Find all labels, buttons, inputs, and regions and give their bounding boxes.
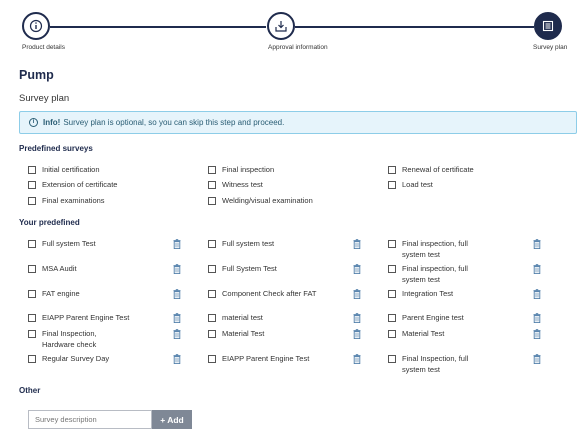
custom-survey-checkbox[interactable] xyxy=(28,354,138,364)
trash-icon[interactable] xyxy=(353,289,361,299)
checkbox-label: Material Test xyxy=(222,328,265,338)
custom-survey-checkbox[interactable] xyxy=(388,354,488,375)
checkbox[interactable] xyxy=(208,197,216,205)
checkbox[interactable] xyxy=(388,265,396,273)
checkbox-label: FAT engine xyxy=(42,288,80,298)
info-bold: Info! xyxy=(43,118,61,127)
add-button[interactable]: + Add xyxy=(152,410,192,429)
checkbox-label: material test xyxy=(222,312,263,322)
checkbox[interactable] xyxy=(208,181,216,189)
checkbox-label: Full system Test xyxy=(42,238,96,248)
checkbox[interactable] xyxy=(388,181,396,189)
trash-icon[interactable] xyxy=(173,329,181,339)
checkbox[interactable] xyxy=(28,265,36,273)
custom-survey-checkbox[interactable] xyxy=(28,313,138,323)
trash-icon[interactable] xyxy=(353,354,361,364)
checkbox-label: Material Test xyxy=(402,328,445,338)
checkbox-label: Witness test xyxy=(222,179,263,189)
checkbox-label: Integration Test xyxy=(402,288,454,298)
step-connector xyxy=(295,26,534,28)
inbox-download-icon xyxy=(274,19,288,33)
page-title: Pump xyxy=(19,68,54,82)
trash-icon[interactable] xyxy=(173,289,181,299)
checkbox[interactable] xyxy=(208,166,216,174)
predefined-checkbox[interactable] xyxy=(28,196,105,206)
info-circle-icon: i xyxy=(29,118,38,127)
checkbox-label: Load test xyxy=(402,179,433,189)
checkbox-label: Final Inspection, full system test xyxy=(402,353,469,374)
checkbox[interactable] xyxy=(28,181,36,189)
checkbox[interactable] xyxy=(388,166,396,174)
checkbox[interactable] xyxy=(208,290,216,298)
checkbox[interactable] xyxy=(28,166,36,174)
info-text: Survey plan is optional, so you can skip this step and proceed. xyxy=(63,118,285,127)
checkbox[interactable] xyxy=(388,330,396,338)
checkbox[interactable] xyxy=(28,197,36,205)
predefined-checkbox[interactable] xyxy=(208,196,313,206)
custom-survey-checkbox[interactable] xyxy=(28,329,118,350)
step-product-details[interactable] xyxy=(22,12,50,40)
custom-survey-checkbox[interactable] xyxy=(388,329,498,339)
trash-icon[interactable] xyxy=(353,313,361,323)
step-label: Survey plan xyxy=(533,44,568,51)
checkbox-label: Final Inspection, Hardware check xyxy=(42,328,97,349)
checkbox-label: MSA Audit xyxy=(42,263,77,273)
checkbox-label: Final inspection, full system test xyxy=(402,263,468,284)
predefined-checkbox[interactable] xyxy=(28,165,100,175)
step-label: Approval information xyxy=(268,44,328,51)
custom-survey-checkbox[interactable] xyxy=(208,329,318,339)
checkbox-label: Final inspection xyxy=(222,164,275,174)
custom-survey-checkbox[interactable] xyxy=(28,239,138,249)
custom-survey-checkbox[interactable] xyxy=(208,313,318,323)
checkbox[interactable] xyxy=(28,330,36,338)
step-label: Product details xyxy=(22,44,65,51)
trash-icon[interactable] xyxy=(173,239,181,249)
checkbox-label: Final inspection, full system test xyxy=(402,238,468,259)
checkbox[interactable] xyxy=(208,355,216,363)
custom-survey-checkbox[interactable] xyxy=(388,289,498,299)
trash-icon[interactable] xyxy=(173,313,181,323)
other-title: Other xyxy=(19,386,41,395)
trash-icon[interactable] xyxy=(533,354,541,364)
custom-survey-checkbox[interactable] xyxy=(28,264,138,274)
checkbox[interactable] xyxy=(28,314,36,322)
checkbox-label: Final examinations xyxy=(42,195,105,205)
trash-icon[interactable] xyxy=(173,264,181,274)
custom-survey-checkbox[interactable] xyxy=(208,264,318,274)
checkbox-label: Full System Test xyxy=(222,263,277,273)
checkbox[interactable] xyxy=(28,290,36,298)
checkbox-label: Welding/visual examination xyxy=(222,195,313,205)
checkbox-label: Extension of certificate xyxy=(42,179,118,189)
checkbox[interactable] xyxy=(208,330,216,338)
trash-icon[interactable] xyxy=(533,329,541,339)
predefined-surveys-title: Predefined surveys xyxy=(19,144,93,153)
trash-icon[interactable] xyxy=(353,264,361,274)
checkbox-label: Initial certification xyxy=(42,164,100,174)
custom-survey-checkbox[interactable] xyxy=(388,264,488,285)
trash-icon[interactable] xyxy=(533,313,541,323)
stepper xyxy=(0,0,577,60)
info-banner xyxy=(19,111,577,134)
checkbox[interactable] xyxy=(388,240,396,248)
trash-icon[interactable] xyxy=(353,239,361,249)
custom-survey-checkbox[interactable] xyxy=(28,289,138,299)
trash-icon[interactable] xyxy=(353,329,361,339)
checkbox-label: Full system test xyxy=(222,238,275,248)
your-predefined-title: Your predefined xyxy=(19,218,80,227)
checkbox[interactable] xyxy=(28,355,36,363)
checkbox-label: Parent Engine test xyxy=(402,312,464,322)
page-subtitle: Survey plan xyxy=(19,93,70,104)
checkbox[interactable] xyxy=(28,240,36,248)
info-icon xyxy=(29,19,43,33)
checkbox[interactable] xyxy=(208,240,216,248)
checkbox-label: Regular Survey Day xyxy=(42,353,110,363)
checkbox[interactable] xyxy=(388,355,396,363)
checkbox-label: EIAPP Parent Engine Test xyxy=(222,353,310,363)
custom-survey-checkbox[interactable] xyxy=(208,354,328,364)
trash-icon[interactable] xyxy=(533,264,541,274)
step-connector xyxy=(50,26,266,28)
predefined-checkbox[interactable] xyxy=(388,180,433,190)
trash-icon[interactable] xyxy=(533,239,541,249)
trash-icon[interactable] xyxy=(173,354,181,364)
custom-survey-checkbox[interactable] xyxy=(388,239,488,260)
list-icon xyxy=(541,19,555,33)
predefined-checkbox[interactable] xyxy=(28,180,117,190)
custom-survey-checkbox[interactable] xyxy=(208,289,318,299)
checkbox[interactable] xyxy=(388,290,396,298)
trash-icon[interactable] xyxy=(533,289,541,299)
step-survey-plan[interactable] xyxy=(534,12,562,40)
checkbox-label: Component Check after FAT xyxy=(222,288,317,298)
checkbox-label: EIAPP Parent Engine Test xyxy=(42,312,130,322)
checkbox[interactable] xyxy=(208,265,216,273)
survey-description-input[interactable] xyxy=(28,410,152,429)
predefined-checkbox[interactable] xyxy=(208,165,274,175)
custom-survey-checkbox[interactable] xyxy=(208,239,318,249)
checkbox[interactable] xyxy=(388,314,396,322)
checkbox-label: Renewal of certificate xyxy=(402,164,474,174)
step-approval-information[interactable] xyxy=(267,12,295,40)
predefined-checkbox[interactable] xyxy=(208,180,263,190)
checkbox[interactable] xyxy=(208,314,216,322)
predefined-checkbox[interactable] xyxy=(388,165,474,175)
custom-survey-checkbox[interactable] xyxy=(388,313,498,323)
